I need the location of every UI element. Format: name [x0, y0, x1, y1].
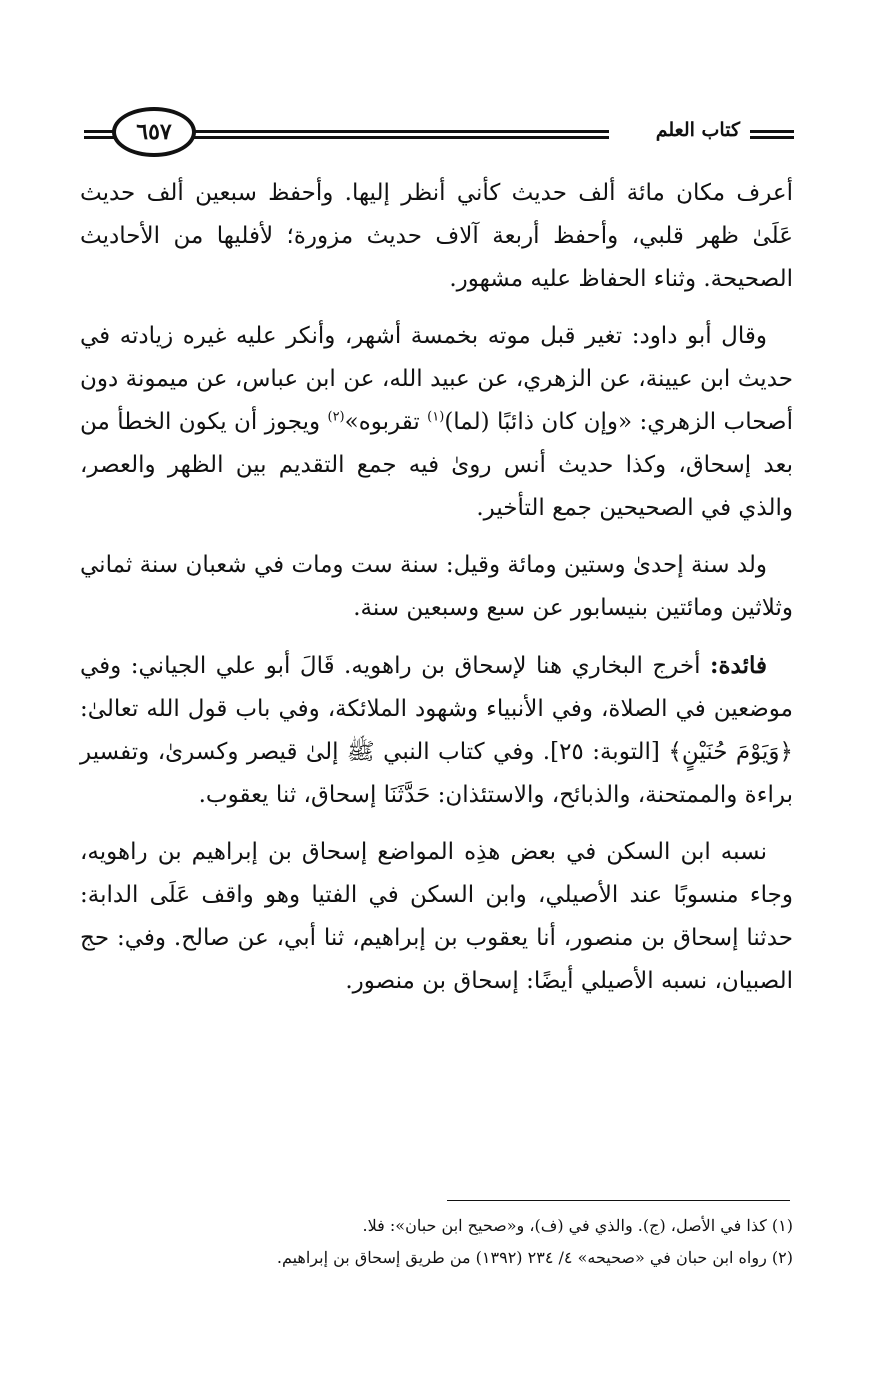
page-header	[84, 103, 794, 159]
paragraph-4-text: أخرج البخاري هنا لإسحاق بن راهويه. قَالَ أبو علي الجياني: وفي موضعين في الصلاة، وفي الأنبياء وشهود الملائكة، وفي باب قول الله تعالىٰ: ﴿وَيَوْمَ حُنَيْنٍ﴾ [التوبة: ٢٥]. وفي كتاب النبي ﷺ إلىٰ قيصر وكسرىٰ، وتفسير براءة والممتحنة، والذبائح، والاستئذان: حَدَّثَنَا إسحاق، ثنا يعقوب.	[80, 653, 793, 808]
footnote-1: (١) كذا في الأصل، (ج). والذي في (ف)، و«صحيح ابن حبان»: فلا.	[362, 1216, 793, 1235]
footnote-2: (٢) رواه ابن حبان في «صحيحه» ٤/ ٢٣٤ (١٣٩٢) من طريق إسحاق بن إبراهيم.	[276, 1248, 793, 1267]
main-text	[80, 172, 793, 1017]
book-title: كتاب العلم	[655, 119, 740, 141]
footnote-separator	[447, 1200, 790, 1201]
paragraph-1: أعرف مكان مائة ألف حديث كأني أنظر إليها. وأحفظ سبعين ألف حديث عَلَىٰ ظهر قلبي، وأحفظ أربعة آلاف حديث مزورة؛ لأفليها من الأحاديث الصحيحة. وثناء الحفاظ عليه مشهور.	[80, 180, 793, 292]
footnote-ref-1: (١)	[427, 409, 445, 425]
paragraph-5: نسبه ابن السكن في بعض هذِه المواضع إسحاق بن إبراهيم بن راهويه، وجاء منسوبًا عند الأصيلي، وابن السكن في الفتيا وهو واقف عَلَى الدابة: حدثنا إسحاق بن منصور، أنا يعقوب بن إبراهيم، ثنا أبي، عن صالح. وفي: حج الصبيان، نسبه الأصيلي أيضًا: إسحاق بن منصور.	[80, 839, 793, 994]
page-number: ٦٥٧	[136, 119, 172, 145]
paragraph-3: ولد سنة إحدىٰ وستين ومائة وقيل: سنة ست ومات في شعبان سنة ثماني وثلاثين ومائتين بنيسابور عن سبع وسبعين سنة.	[80, 552, 793, 621]
paragraph-2-part-1: وقال أبو داود: تغير قبل موته بخمسة أشهر، وأنكر عليه غيره زيادته في حديث ابن عيينة، عن الزهري، عن عبيد الله، عن ابن عباس، عن ميمونة دون أصحاب الزهري: «وإن كان ذائبًا (لما)	[80, 323, 793, 435]
benefit-label: فائدة:	[709, 652, 767, 679]
header-rule-right	[750, 130, 794, 142]
page-number-badge	[112, 107, 196, 157]
paragraph-2-part-2: تقربوه»	[344, 409, 428, 435]
header-rule-middle	[192, 130, 609, 142]
footnote-ref-2: (٢)	[327, 409, 345, 425]
footnotes	[80, 1210, 793, 1274]
paragraph-2-part-3: ويجوز أن يكون الخطأ من بعد إسحاق، وكذا حديث أنس روىٰ فيه جمع التقديم بين الظهر والعصر، والذي في الصحيحين جمع التأخير.	[80, 409, 793, 521]
paragraph-4	[80, 644, 793, 817]
paragraph-2	[80, 315, 793, 530]
